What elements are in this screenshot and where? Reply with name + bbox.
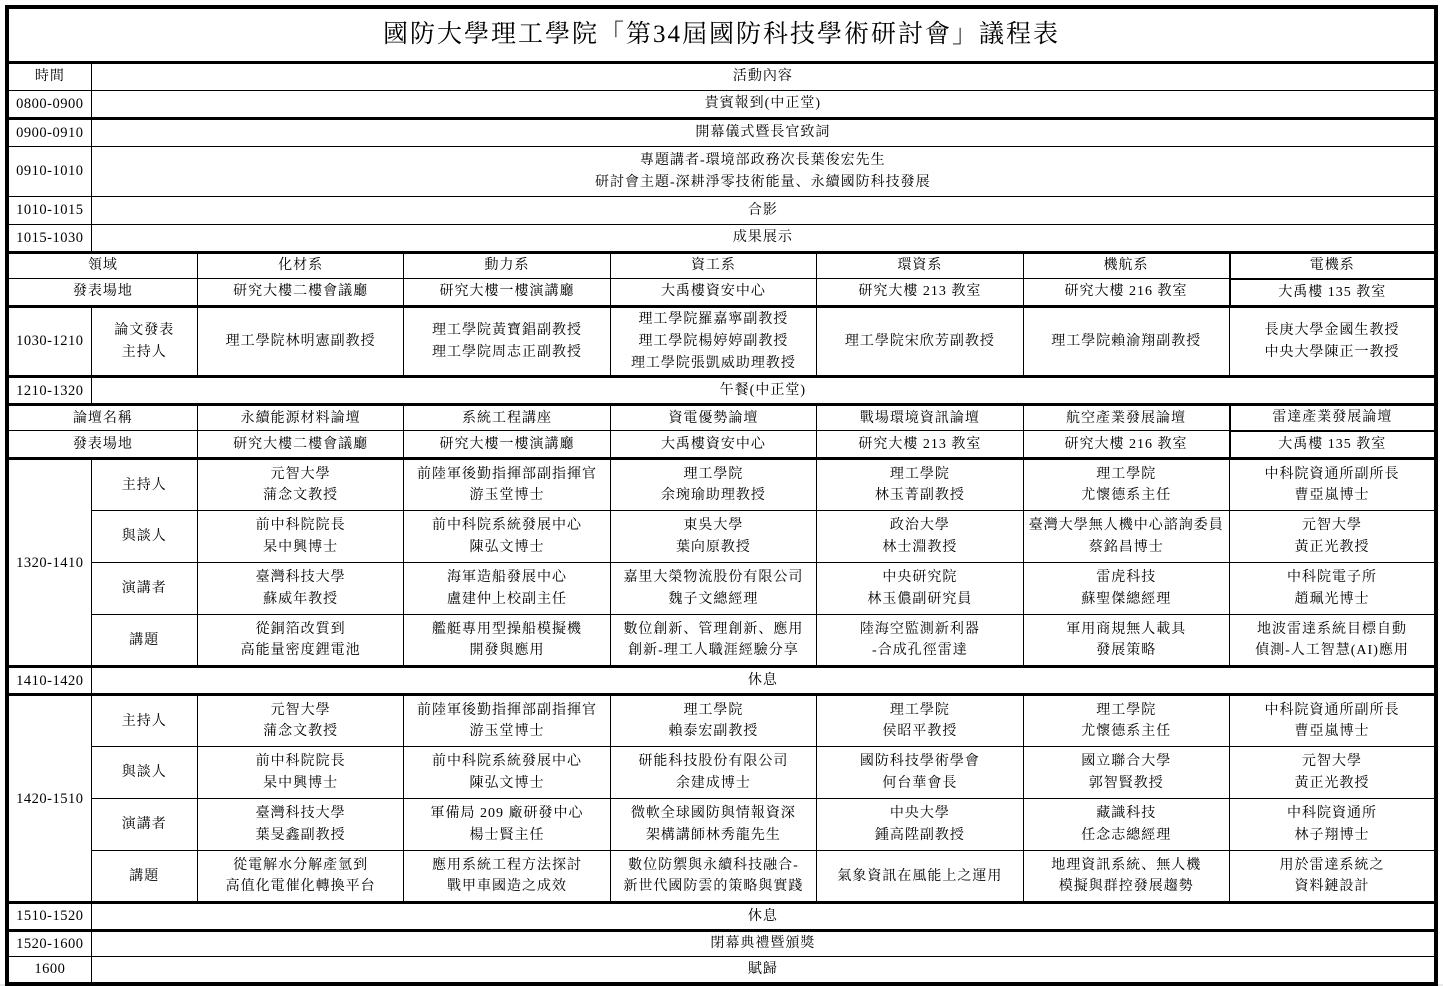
dept-header-cell: 資工系 [610,253,816,279]
person-cell: 中央大學 鍾高陞副教授 [817,799,1023,851]
session-role-cell: 論文發表 主持人 [91,307,197,377]
topic-cell: 從電解水分解產氫到 高值化電催化轉換平台 [197,851,403,903]
activity-cell: 合影 [91,197,1436,225]
forum-name-cell: 永續能源材料論壇 [197,405,403,431]
topic-cell: 艦艇專用型操船模擬機 開發與應用 [404,615,610,667]
topic-cell: 軍用商規無人載具 發展策略 [1023,615,1229,667]
person-cell: 前中科院系統發展中心 陳弘文博士 [404,511,610,563]
time-cell: 1015-1030 [7,225,91,253]
venue-cell: 研究大樓 216 教室 [1023,431,1229,459]
chair-cell: 理工學院林明憲副教授 [197,307,403,377]
venue-cell: 研究大樓一樓演講廳 [404,431,610,459]
activity-cell: 專題講者-環境部政務次長葉俊宏先生 研討會主題-深耕淨零技術能量、永續國防科技發展 [91,147,1436,197]
session-time-cell: 1420-1510 [7,695,91,903]
person-cell: 臺灣科技大學 蘇威年教授 [197,563,403,615]
person-cell: 國防科技學術學會 何台華會長 [817,747,1023,799]
venue-cell: 研究大樓二樓會議廳 [197,279,403,307]
person-cell: 微軟全球國防與情報資深 架構講師林秀龍先生 [610,799,816,851]
person-cell: 前陸軍後勤指揮部副指揮官 游玉堂博士 [404,695,610,747]
person-cell: 藏識科技 任念志總經理 [1023,799,1229,851]
venue-cell: 大禹樓 135 教室 [1230,431,1437,459]
venue-cell: 研究大樓一樓演講廳 [404,279,610,307]
time-cell: 0910-1010 [7,147,91,197]
time-cell: 1600 [7,957,91,984]
forum-name-cell: 戰場環境資訊論壇 [817,405,1023,431]
page-title: 國防大學理工學院「第34屆國防科技學術研討會」議程表 [7,7,1436,63]
person-cell: 元智大學 蒲念文教授 [197,695,403,747]
topic-cell: 地理資訊系統、無人機 模擬與群控發展趨勢 [1023,851,1229,903]
topic-cell: 應用系統工程方法探討 戰甲車國造之成效 [404,851,610,903]
time-cell: 1410-1420 [7,667,91,695]
time-cell: 1010-1015 [7,197,91,225]
field-label-cell: 領域 [7,253,197,279]
role-label-cell: 講題 [91,851,197,903]
person-cell: 元智大學 蒲念文教授 [197,459,403,511]
venue-cell: 研究大樓 213 教室 [817,279,1023,307]
topic-cell: 從銅箔改質到 高能量密度鋰電池 [197,615,403,667]
person-cell: 臺灣科技大學 葉旻鑫副教授 [197,799,403,851]
venue-cell: 研究大樓二樓會議廳 [197,431,403,459]
activity-cell: 賦歸 [91,957,1436,984]
activity-cell: 成果展示 [91,225,1436,253]
venue-cell: 大禹樓 135 教室 [1230,279,1437,307]
role-label-cell: 與談人 [91,747,197,799]
role-label-cell: 主持人 [91,459,197,511]
role-label-cell: 主持人 [91,695,197,747]
activity-cell: 休息 [91,903,1436,930]
session-time-cell: 1320-1410 [7,459,91,667]
forum-name-cell: 資電優勢論壇 [610,405,816,431]
venue-cell: 研究大樓 213 教室 [817,431,1023,459]
topic-cell: 地波雷達系統目標自動 偵測-人工智慧(AI)應用 [1230,615,1437,667]
time-cell: 1520-1600 [7,930,91,956]
person-cell: 理工學院 賴泰宏副教授 [610,695,816,747]
person-cell: 臺灣大學無人機中心諮詢委員 蔡銘昌博士 [1023,511,1229,563]
time-cell: 1510-1520 [7,903,91,930]
activity-cell: 貴賓報到(中正堂) [91,91,1436,119]
person-cell: 中科院資通所 林子翔博士 [1230,799,1437,851]
chair-cell: 長庚大學金國生教授 中央大學陳正一教授 [1230,307,1437,377]
dept-header-cell: 動力系 [404,253,610,279]
topic-cell: 用於雷達系統之 資料鏈設計 [1230,851,1437,903]
person-cell: 政治大學 林士淵教授 [817,511,1023,563]
person-cell: 前中科院院長 杲中興博士 [197,747,403,799]
time-cell: 0900-0910 [7,119,91,147]
forum-label-cell: 論壇名稱 [7,405,197,431]
time-header-cell: 時間 [7,63,91,91]
person-cell: 中科院資通所副所長 曹亞嵐博士 [1230,459,1437,511]
person-cell: 中央研究院 林玉儂副研究員 [817,563,1023,615]
dept-header-cell: 化材系 [197,253,403,279]
person-cell: 海軍造船發展中心 盧建仲上校副主任 [404,563,610,615]
venue-label-cell: 發表場地 [7,431,197,459]
person-cell: 前中科院系統發展中心 陳弘文博士 [404,747,610,799]
chair-cell: 理工學院賴渝翔副教授 [1023,307,1229,377]
forum-name-cell: 航空產業發展論壇 [1023,405,1229,431]
person-cell: 中科院電子所 趙珮光博士 [1230,563,1437,615]
dept-header-cell: 機航系 [1023,253,1229,279]
person-cell: 軍備局 209 廠研發中心 楊士賢主任 [404,799,610,851]
venue-cell: 大禹樓資安中心 [610,279,816,307]
role-label-cell: 演講者 [91,799,197,851]
person-cell: 元智大學 黃正光教授 [1230,511,1437,563]
person-cell: 元智大學 黃正光教授 [1230,747,1437,799]
venue-label-cell: 發表場地 [7,279,197,307]
dept-header-cell: 環資系 [817,253,1023,279]
person-cell: 理工學院 尤懷德系主任 [1023,695,1229,747]
person-cell: 前陸軍後勤指揮部副指揮官 游玉堂博士 [404,459,610,511]
forum-name-cell: 系統工程講座 [404,405,610,431]
activity-header-cell: 活動內容 [91,63,1436,91]
topic-cell: 陸海空監測新利器 -合成孔徑雷達 [817,615,1023,667]
person-cell: 研能科技股份有限公司 余建成博士 [610,747,816,799]
time-cell: 1210-1320 [7,377,91,405]
person-cell: 理工學院 余琬瑜助理教授 [610,459,816,511]
person-cell: 理工學院 侯昭平教授 [817,695,1023,747]
agenda-table [5,5,1438,986]
person-cell: 國立聯合大學 郭智賢教授 [1023,747,1229,799]
venue-cell: 大禹樓資安中心 [610,431,816,459]
chair-cell: 理工學院羅嘉寧副教授 理工學院楊婷婷副教授 理工學院張凱威助理教授 [610,307,816,377]
activity-cell: 開幕儀式暨長官致詞 [91,119,1436,147]
person-cell: 雷虎科技 蘇聖傑總經理 [1023,563,1229,615]
person-cell: 前中科院院長 杲中興博士 [197,511,403,563]
session-time-cell: 1030-1210 [7,307,91,377]
chair-cell: 理工學院黃寶錩副教授 理工學院周志正副教授 [404,307,610,377]
topic-cell: 數位創新、管理創新、應用 創新-理工人職涯經驗分享 [610,615,816,667]
time-cell: 0800-0900 [7,91,91,119]
role-label-cell: 演講者 [91,563,197,615]
activity-cell: 閉幕典禮暨頒獎 [91,930,1436,956]
forum-name-cell: 雷達產業發展論壇 [1230,405,1437,431]
chair-cell: 理工學院宋欣芳副教授 [817,307,1023,377]
role-label-cell: 講題 [91,615,197,667]
activity-cell: 午餐(中正堂) [91,377,1436,405]
person-cell: 中科院資通所副所長 曹亞嵐博士 [1230,695,1437,747]
person-cell: 理工學院 尤懷德系主任 [1023,459,1229,511]
topic-cell: 數位防禦與永續科技融合- 新世代國防雲的策略與實踐 [610,851,816,903]
topic-cell: 氣象資訊在風能上之運用 [817,851,1023,903]
person-cell: 東吳大學 葉向原教授 [610,511,816,563]
person-cell: 理工學院 林玉菁副教授 [817,459,1023,511]
role-label-cell: 與談人 [91,511,197,563]
venue-cell: 研究大樓 216 教室 [1023,279,1229,307]
activity-cell: 休息 [91,667,1436,695]
dept-header-cell: 電機系 [1230,253,1437,279]
person-cell: 嘉里大榮物流股份有限公司 魏子文總經理 [610,563,816,615]
